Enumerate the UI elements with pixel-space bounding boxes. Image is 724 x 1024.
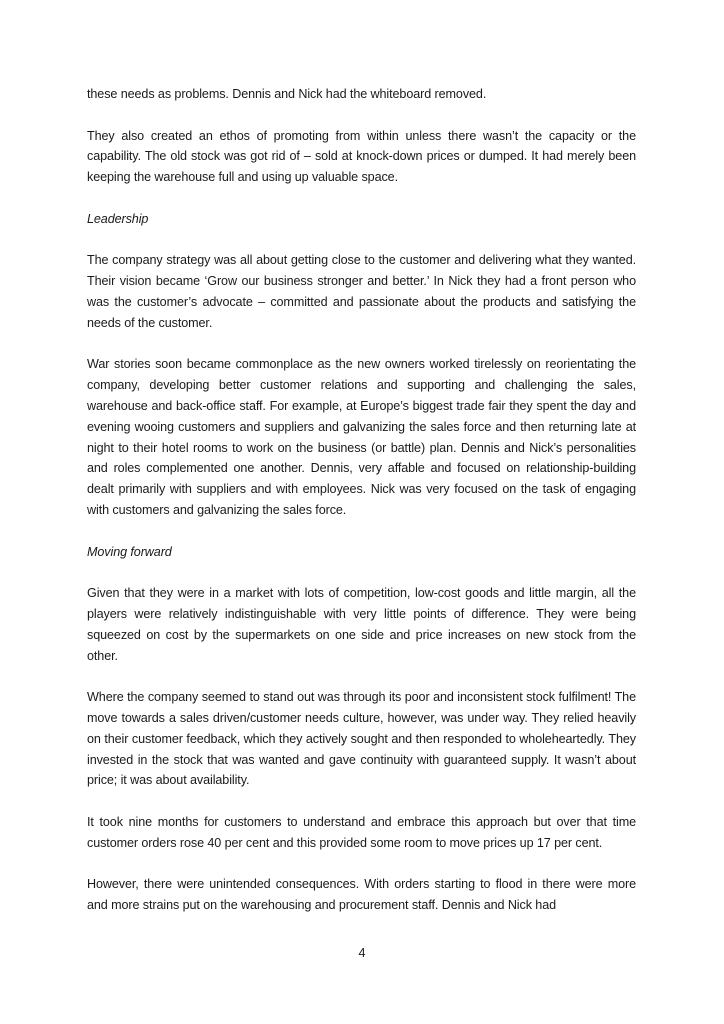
paragraph-stand-out: Where the company seemed to stand out was through its poor and inconsistent stock fulfilment! The move towards a sales driven/customer needs culture, however, was under way. They relied heavily on their customer feedback, which they actively sought and then responded to wholeheartedly. They invested in the stock that was wanted and gave continuity with guaranteed supply. It wasn’t about price; it was about availability. [87,690,636,788]
page-body [87,84,636,916]
paragraph-strategy: The company strategy was all about getting close to the customer and delivering what they wanted. Their vision became ‘Grow our business stronger and better.’ In Nick they had a front person who was the customer’s advocate – committed and passionate about the products and satisfying the needs of the customer. [87,253,636,330]
section-leadership [87,209,636,521]
heading-moving-forward: Moving forward [87,544,172,559]
section-moving-forward [87,542,636,916]
heading-leadership: Leadership [87,211,149,226]
paragraph-war-stories: War stories soon became commonplace as the new owners worked tirelessly on reorientating the company, developing better customer relations and supporting and challenging the sales, warehouse and back-office staff. For example, at Europe’s biggest trade fair they spent the day and evening wooing customers and suppliers and galvanizing the sales force and then returning late at night to their hotel rooms to work on the business (or battle) plan. Dennis and Nick’s personalities and roles complemented one another. Dennis, very affable and focused on relationship-building dealt primarily with suppliers and with employees. Nick was very focused on the task of engaging with customers and galvanizing the sales force. [87,357,636,517]
paragraph-ethos: They also created an ethos of promoting from within unless there wasn’t the capacity or the capability. The old stock was got rid of – sold at knock-down prices or dumped. It had merely been keeping the warehouse full and using up valuable space. [87,128,636,185]
paragraph-consequences: However, there were unintended consequences. With orders starting to flood in there were more and more strains put on the warehousing and procurement staff. Dennis and Nick had [87,877,636,913]
paragraph-whiteboard: these needs as problems. Dennis and Nick had the whiteboard removed. [87,87,487,101]
page-number: 4 [358,946,366,960]
paragraph-nine-months: It took nine months for customers to understand and embrace this approach but over that time customer orders rose 40 per cent and this provided some room to move prices up 17 per cent. [87,814,636,850]
paragraph-market: Given that they were in a market with lots of competition, low-cost goods and little margin, all the players were relatively indistinguishable with very little points of difference. They were being squeezed on cost by the supermarkets on one side and price increases on new stock from the other. [87,586,636,663]
